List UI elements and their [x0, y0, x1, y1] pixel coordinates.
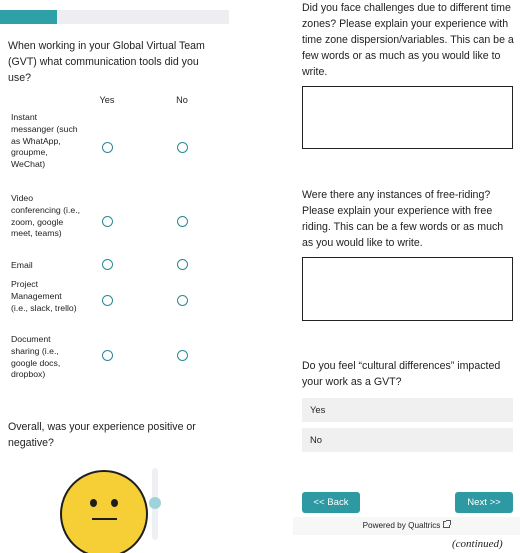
- eye-left: [90, 499, 97, 507]
- progress-bar-fill: [0, 10, 57, 24]
- powered-by-footer[interactable]: [293, 517, 520, 535]
- powered-by-label: Powered by Qualtrics: [362, 521, 441, 530]
- radio-project-management-no[interactable]: [177, 295, 188, 306]
- radio-project-management-yes[interactable]: [102, 295, 113, 306]
- choice-no[interactable]: No: [302, 428, 513, 452]
- column-header-no: No: [176, 95, 188, 105]
- choice-yes[interactable]: Yes: [302, 398, 513, 422]
- external-link-icon: [443, 521, 450, 528]
- matrix-row-label: Document sharing (i.e., google docs, dropbox): [11, 334, 61, 380]
- column-header-yes: Yes: [99, 95, 115, 105]
- eye-right: [111, 499, 118, 507]
- radio-video-conferencing-no[interactable]: [177, 216, 188, 227]
- radio-email-yes[interactable]: [102, 259, 113, 270]
- experience-slider-handle[interactable]: [149, 497, 161, 509]
- radio-video-conferencing-yes[interactable]: [102, 216, 113, 227]
- matrix-row-label: Project Management (i.e., slack, trello): [11, 279, 77, 313]
- question-communication-tools: When working in your Global Virtual Team (GVT) what communication tools did you use?: [8, 40, 205, 84]
- right-survey-panel: [293, 0, 520, 553]
- mouth: [92, 518, 117, 520]
- radio-document-sharing-yes[interactable]: [102, 350, 113, 361]
- neutral-face-icon: [60, 470, 148, 553]
- radio-instant-messanger-yes[interactable]: [102, 142, 113, 153]
- question-time-zones: Did you face challenges due to different time zones? Please explain your experience with time zone dispersion/variables. This can be a few words or as much as you would like to write.: [302, 2, 514, 78]
- back-button[interactable]: << Back: [302, 492, 360, 513]
- time-zones-answer-field[interactable]: [302, 86, 513, 149]
- continued-caption: (continued): [452, 538, 503, 550]
- question-free-riding: Were there any instances of free-riding? Please explain your experience with free riding. This can be a few words or as much as you would like to write.: [302, 189, 504, 249]
- radio-email-no[interactable]: [177, 259, 188, 270]
- matrix-row-label: Email: [11, 260, 33, 270]
- radio-instant-messanger-no[interactable]: [177, 142, 188, 153]
- free-riding-answer-field[interactable]: [302, 257, 513, 321]
- progress-bar: [0, 10, 229, 24]
- left-survey-panel: [0, 0, 240, 553]
- question-cultural-differences: Do you feel “cultural differences” impacted your work as a GVT?: [302, 360, 501, 388]
- radio-document-sharing-no[interactable]: [177, 350, 188, 361]
- matrix-row-label: Instant messanger (such as WhatApp, groupme, WeChat): [11, 112, 78, 170]
- next-button[interactable]: Next >>: [455, 492, 513, 513]
- matrix-row-label: Video conferencing (i.e., zoom, google meet, teams): [11, 193, 81, 239]
- question-experience: Overall, was your experience positive or negative?: [8, 421, 196, 449]
